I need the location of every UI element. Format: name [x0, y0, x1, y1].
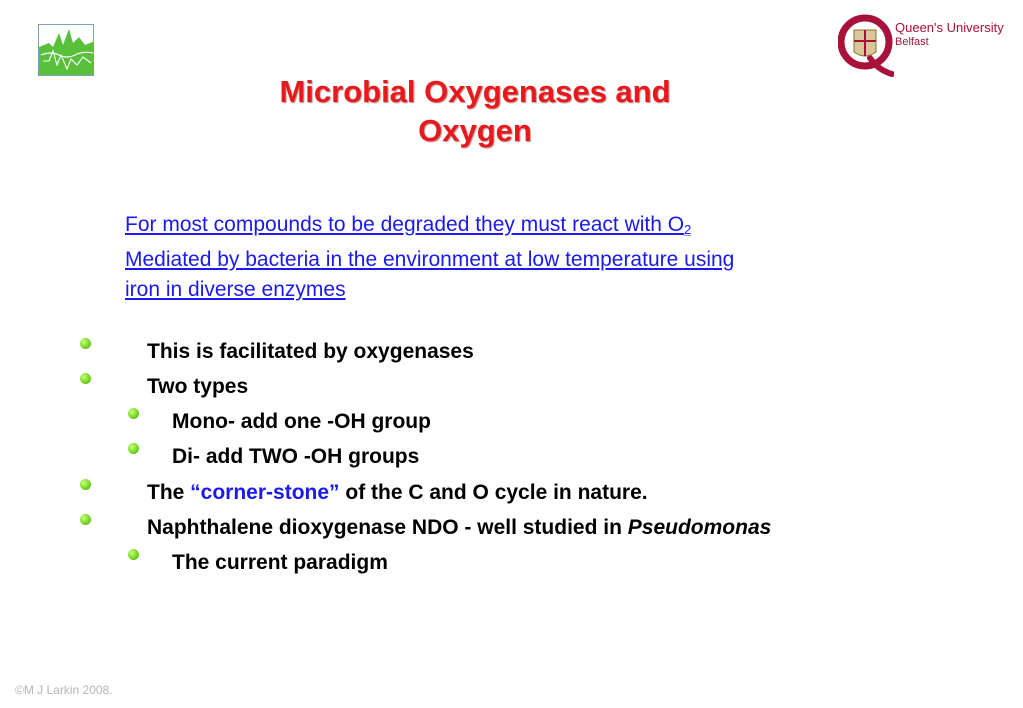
bullet-dot-icon: [80, 479, 91, 490]
queens-university-belfast-logo: [838, 12, 1004, 78]
qub-name: Queen's University: [895, 20, 1004, 35]
intro-text: [125, 210, 955, 305]
intro-line-1: [125, 210, 955, 245]
sub-bullet-item: Di- add TWO -OH groups: [172, 445, 420, 468]
sub-bullet-item: The current paradigm: [172, 551, 388, 574]
bullet-text: The: [147, 481, 191, 504]
organism-name: Pseudomonas: [627, 516, 772, 539]
title-line-2: Oxygen: [418, 113, 532, 148]
bullet-item: [147, 515, 771, 541]
corner-stone-highlight: “corner-stone”: [190, 481, 340, 504]
copyright-footer: ©M J Larkin 2008.: [15, 683, 113, 697]
bullet-text: of the C and O cycle in nature.: [339, 481, 648, 504]
intro-line-3: iron in diverse enzymes: [125, 278, 346, 301]
sub-bullet-dot-icon: [128, 443, 139, 454]
bullet-item: Two types: [147, 375, 249, 398]
intro-subscript: 2: [684, 222, 692, 237]
bullet-dot-icon: [80, 514, 91, 525]
bullet-text: Naphthalene dioxygenase NDO - well studied in: [147, 516, 628, 539]
intro-line-1-text: For most compounds to be degraded they must react with O: [125, 213, 685, 236]
qub-crest-icon: [838, 12, 894, 78]
bullet-item: This is facilitated by oxygenases: [147, 340, 474, 363]
sub-bullet-dot-icon: [128, 408, 139, 419]
green-peaks-logo: [38, 24, 94, 76]
bullet-item: [147, 480, 648, 506]
qub-wordmark: [895, 21, 1004, 49]
sub-bullet-dot-icon: [128, 549, 139, 560]
qub-city: Belfast: [895, 36, 929, 48]
bullet-dot-icon: [80, 338, 91, 349]
slide-title: [200, 72, 750, 150]
intro-line-2: Mediated by bacteria in the environment at low temperature using: [125, 248, 735, 271]
sub-bullet-item: Mono- add one -OH group: [172, 410, 431, 433]
title-line-1: Microbial Oxygenases and: [279, 74, 671, 109]
bullet-dot-icon: [80, 373, 91, 384]
